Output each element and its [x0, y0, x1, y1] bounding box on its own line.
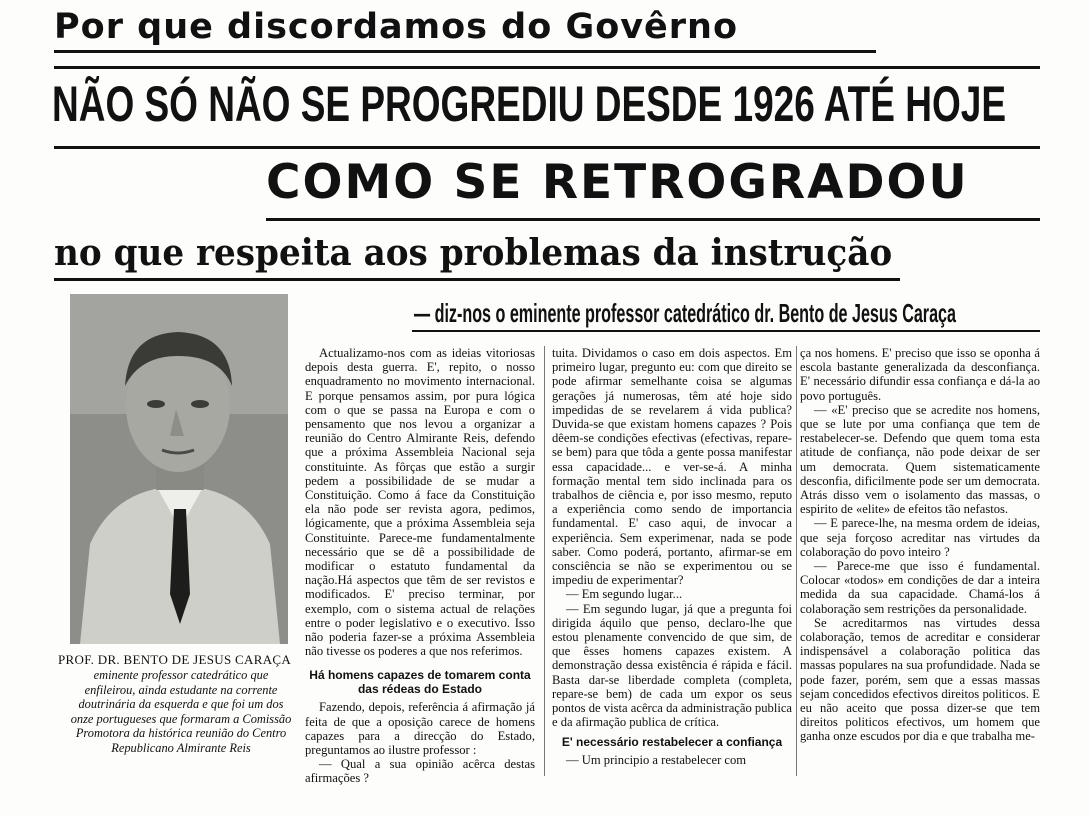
byline: — diz-nos o eminente professor catedrático dr. Bento de Jesus Caraça: [414, 298, 956, 328]
byline-rule: [412, 330, 1040, 332]
photo-caption: eminente professor catedrático que enfileirou, ainda estudante na corrente doutrinária da esquerda e que foi um dos onze portugueses que formaram a Comissão Promotora da histórica reunião do Centro Republicano Almirante Reis: [70, 668, 292, 755]
paragraph: — Um principio a restabelecer com: [566, 753, 747, 768]
tertiary-headline: no que respeita aos problemas da instrução: [54, 232, 893, 274]
secondary-headline: COMO SE RETROGRADOU: [266, 155, 969, 210]
main-headline-bottom-rule: [54, 146, 1040, 149]
paragraph: Fazendo, depois, referência á afirmação já feita de que a oposição carece de homens capazes para a direcção do Estado, preguntamos ao ilustre professor :: [305, 700, 535, 758]
paragraph: — Qual a sua opinião acêrca destas afirmações ?: [305, 757, 535, 786]
kicker-rule: [54, 50, 876, 53]
portrait-photo: [70, 294, 288, 644]
portrait-illustration: [70, 294, 288, 644]
column-divider: [544, 346, 545, 776]
paragraph: — Em segundo lugar, já que a pregunta foi dirigida áquilo que penso, declaro-lhe que estou plenamente convencido de que sim, de que êsses homens capazes existem. A demonstração dessa existência é rápida e fácil. Basta dar-se liberdade completa (completa, repare-se bem) de cada um expor os seus pontos de vista acêrca da administração publica e da afirmação publica de crítica.: [552, 601, 792, 730]
paragraph: — Parece-me que isso é fundamental. Colocar «todos» em condições de dar a inteira medida da sua capacidade. Chamá-los á colaboração sem restrições da personalidade.: [800, 559, 1040, 616]
paragraph: — «E' preciso que se acredite nos homens, que se lute por uma confiança que tem de restabelecer-se. Defendo que quem toma esta atitude de confiança, não pode deixar de ser um democrata. Quem sistematicamente desconfia, dificilmente pode ser um democrata. Atrás disso vem o isolamento das massas, o espirito de «elite» de efeitos tão nefastos.: [800, 402, 1040, 517]
column-divider: [796, 346, 797, 776]
article-column-2: [552, 346, 792, 768]
tertiary-headline-rule: [54, 278, 900, 281]
paragraph: tuita. Dividamos o caso em dois aspectos. Em primeiro lugar, pregunto eu: com que direito se pode afirmar semelhante coisa se algumas gerações já numerosas, têm até hoje sido impedidas de se revelarem á vida publica? Duvida-se que existam homens capazes ? Pois dêem-se condições efectivas (efectivas, repare-se bem) para que tôda a gente possa manifestar essa capacidade... e ver-se-á. A minha formação mental tem sido inclinada para os trabalhos de ciência e, por isso mesmo, reputo a experiência como sendo de importancia fundamental. E' caso aqui, de invocar a experiência. Sem experimenar, nada se pode saber. Como poderá, portanto, afirmar-se em consciência se não se experimentou ou se impediu de experimentar?: [552, 346, 792, 588]
subheading: Há homens capazes de tomarem conta das rédeas do Estado: [309, 668, 531, 697]
photo-caption-title: PROF. DR. BENTO DE JESUS CARAÇA: [58, 652, 292, 667]
paragraph: — Em segundo lugar...: [566, 587, 683, 602]
main-headline: NÃO SÓ NÃO SE PROGREDIU DESDE 1926 ATÉ HOJE: [52, 76, 1006, 132]
article-column-1: [305, 346, 535, 786]
paragraph: Se acreditarmos nas virtudes dessa colaboração, temos de acreditar e considerar indispensável a colaboração politica das massas populares na sua profundidade. Nada se pode fazer, porém, sem que a essas massas sejam concedidos efectivos direitos politicos. E eu não aceito que possa dizer-se que tem direitos politicos efectivos, um homem que ganha onze escudos por dia e que trabalha me-: [800, 615, 1040, 744]
secondary-headline-rule: [266, 218, 1040, 221]
paragraph: Actualizamo-nos com as ideias vitoriosas depois desta guerra. E', repito, o nosso enquadramento no movimento internacional. E porque pensamos assim, por pura lógica com o que se passa na Europa e com o pensamento que nos levou a organizar a reunião do Centro Almirante Reis, defendo que a próxima Assembleia Nacional seja constituinte. As fôrças que estão a surgir pedem a possibilidade de se mudar a Constituição. Como á face da Constituição ela não pode ser revista agora, pedimos, lógicamente, que a próxima Assembleia seja Constituinte. Parece-me fundamentalmente necessário que se dê a possibilidade de modificar o estatuto fundamental da nação.Há aspectos que têm de ser revistos e modificados. E' preciso terminar, por exemplo, com o sistema actual de relações entre o poder legislativo e o executivo. Isso não poderia fazer-se a próxima Assembleia não tivesse os poderes a que nos referimos.: [305, 346, 535, 659]
subheading: E' necessário restabelecer a confiança: [561, 735, 783, 750]
paragraph: — E parece-lhe, na mesma ordem de ideias, que seja forçoso acreditar nas virtudes da colaboração do povo inteiro ?: [800, 516, 1040, 559]
kicker-headline: Por que discordamos do Govêrno: [54, 7, 739, 47]
article-column-3: [800, 346, 1040, 744]
paragraph: ça nos homens. E' preciso que isso se oponha á escola bastante generalizada da desconfiança. E' necessário difundir essa confiança e dá-la ao povo português.: [800, 346, 1040, 403]
